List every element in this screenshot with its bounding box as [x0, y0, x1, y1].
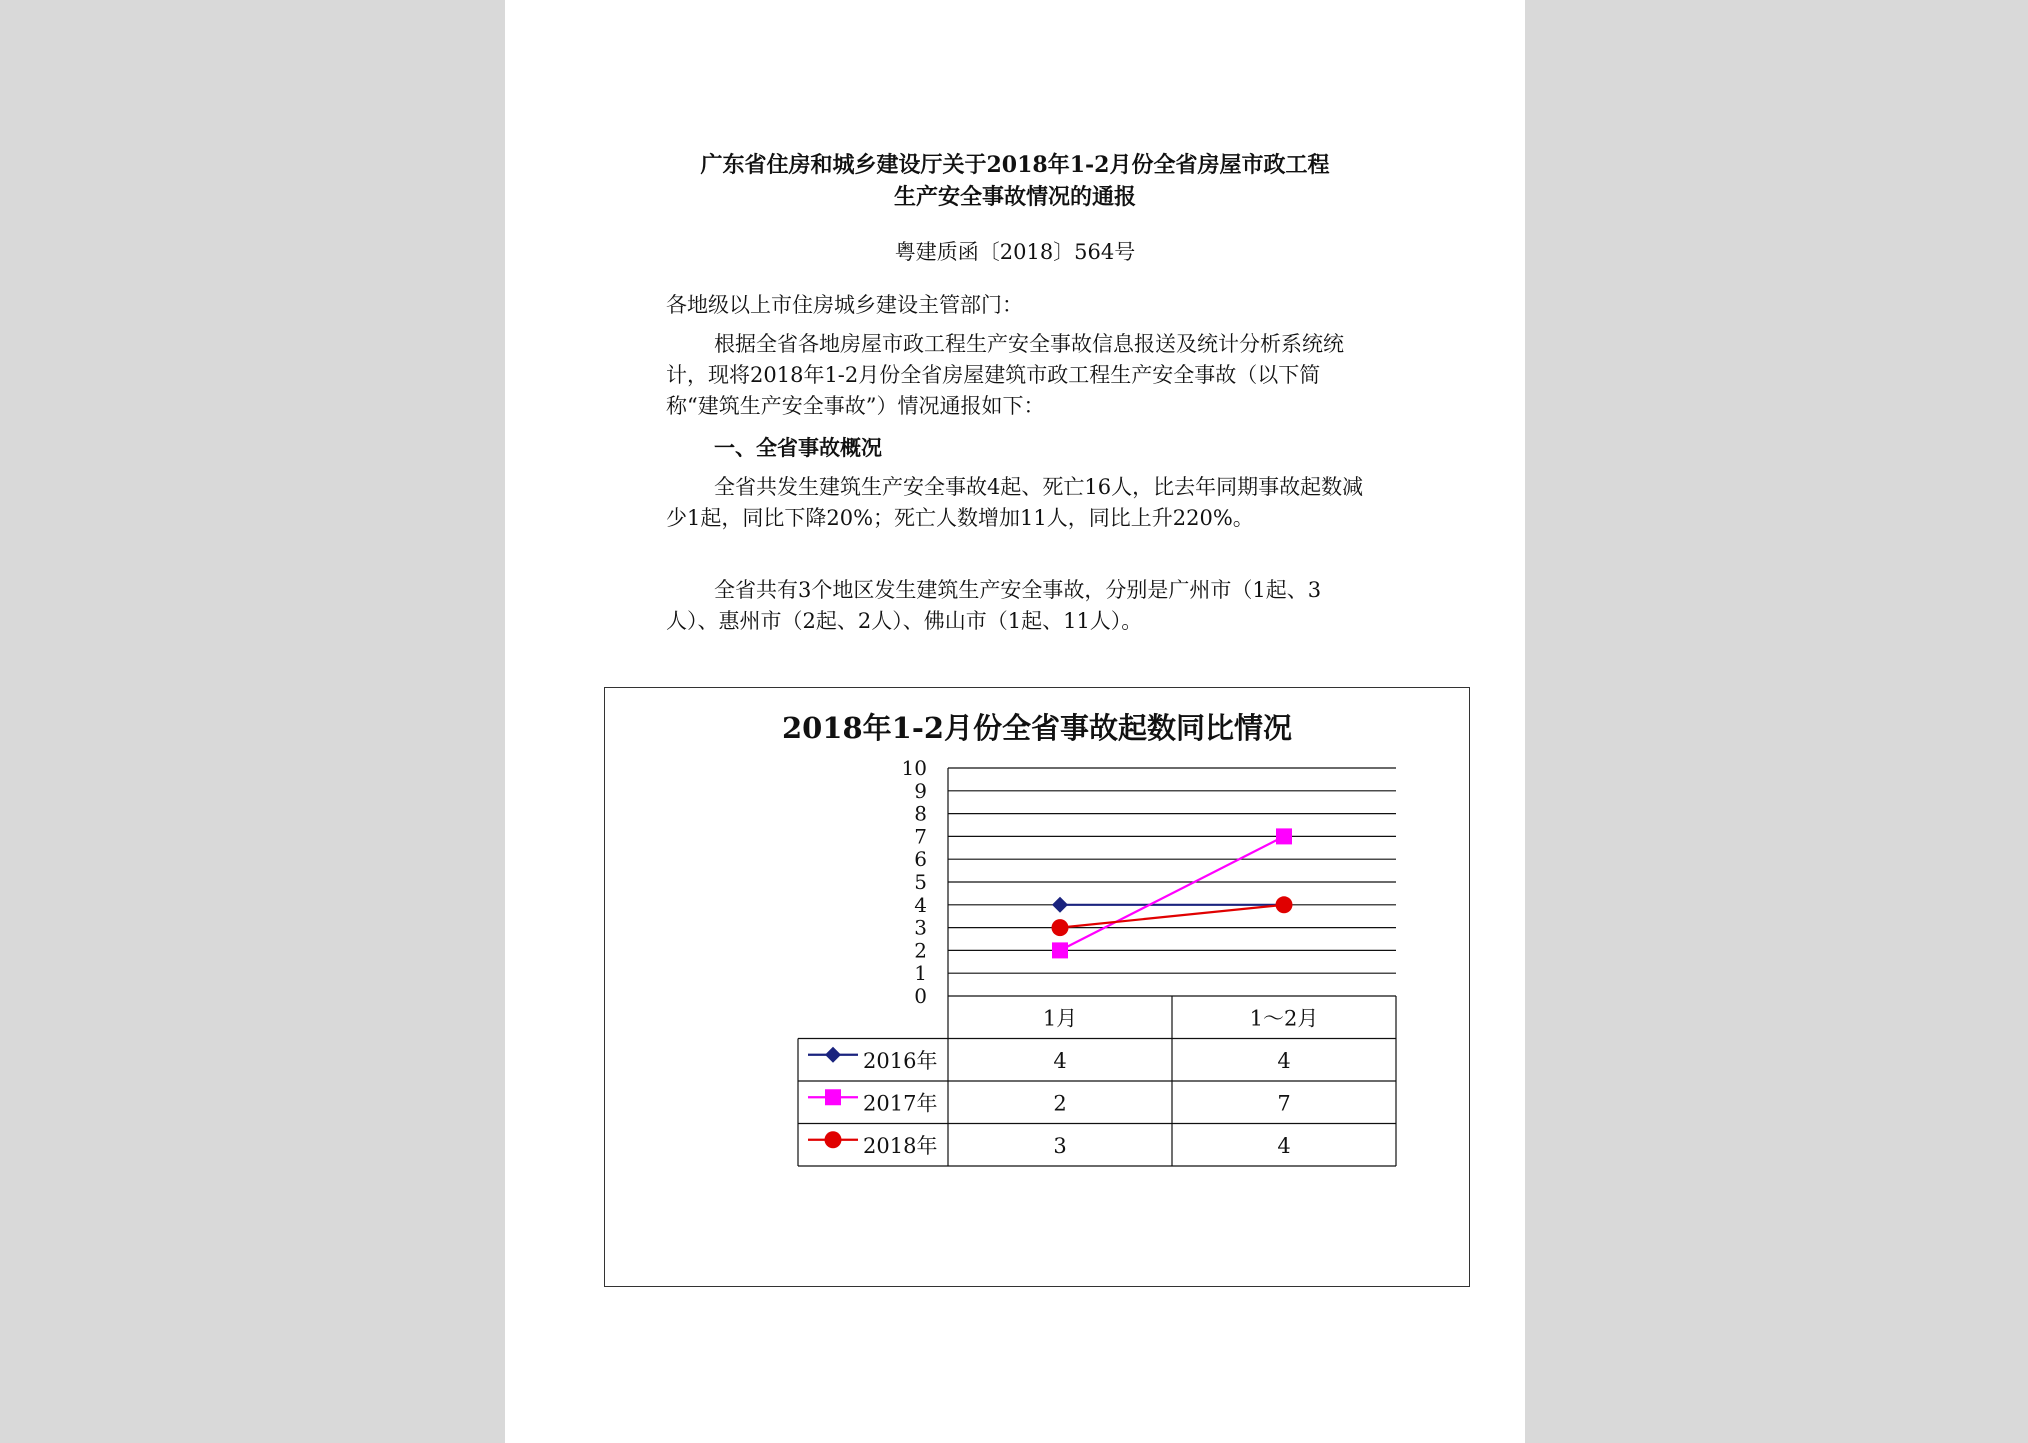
y-tick-label: 4: [914, 892, 927, 917]
category-label: 1～2月: [1249, 1006, 1319, 1031]
y-tick-label: 2: [914, 938, 927, 963]
document-number: 粤建质函〔2018〕564号: [894, 240, 1136, 264]
y-tick-label: 8: [914, 801, 927, 826]
series-line: [1060, 905, 1284, 928]
y-tick-label: 9: [914, 778, 927, 803]
series-label: 2018年: [863, 1133, 938, 1158]
y-tick-label: 5: [914, 870, 927, 894]
data-point: [1052, 919, 1069, 936]
data-point: [1276, 828, 1292, 844]
y-tick-label: 0: [914, 984, 927, 1008]
category-label: 1月: [1042, 1006, 1078, 1031]
data-cell: 3: [1053, 1133, 1067, 1158]
paragraph-regions: 全省共有3个地区发生建筑生产安全事故，分别是广州市（1起、3人）、惠州市（2起、2人）、佛山市（1起、11人）。: [666, 578, 1322, 633]
legend-marker: [825, 1047, 841, 1063]
data-point: [1052, 897, 1068, 913]
salutation: 各地级以上市住房城乡建设主管部门：: [666, 293, 1023, 317]
data-cell: 4: [1277, 1133, 1291, 1158]
document-title-line2: 生产安全事故情况的通报: [893, 184, 1136, 210]
section-heading: 一、全省事故概况: [714, 435, 882, 460]
data-cell: 7: [1277, 1091, 1291, 1116]
document-page: [505, 0, 1525, 1443]
y-tick-label: 6: [914, 847, 927, 872]
legend-marker: [825, 1131, 842, 1148]
y-tick-label: 10: [901, 756, 927, 780]
paragraph-overview: 全省共发生建筑生产安全事故4起、死亡16人，比去年同期事故起数减少1起，同比下降20%；死亡人数增加11人，同比上升220%。: [666, 475, 1364, 530]
y-tick-label: 1: [914, 961, 927, 986]
data-point: [1276, 896, 1293, 913]
series-line: [1060, 836, 1284, 950]
paragraph-intro: 根据全省各地房屋市政工程生产安全事故信息报送及统计分析系统统计，现将2018年1-2月份全省房屋建筑市政工程生产安全事故（以下简称“建筑生产安全事故”）情况通报如下：: [666, 332, 1344, 418]
y-tick-label: 7: [914, 824, 927, 849]
data-point: [1052, 942, 1068, 958]
series-label: 2017年: [863, 1091, 938, 1116]
chart-container: [604, 687, 1470, 1287]
line-chart: [605, 688, 1469, 1286]
legend-marker: [825, 1089, 841, 1105]
data-cell: 4: [1277, 1048, 1291, 1073]
y-tick-label: 3: [914, 915, 927, 940]
document-title-line1: 广东省住房和城乡建设厅关于2018年1-2月份全省房屋市政工程: [700, 152, 1330, 178]
data-cell: 4: [1053, 1048, 1067, 1073]
chart-title: 2018年1-2月份全省事故起数同比情况: [781, 711, 1293, 745]
data-cell: 2: [1053, 1091, 1067, 1116]
series-label: 2016年: [863, 1048, 938, 1073]
